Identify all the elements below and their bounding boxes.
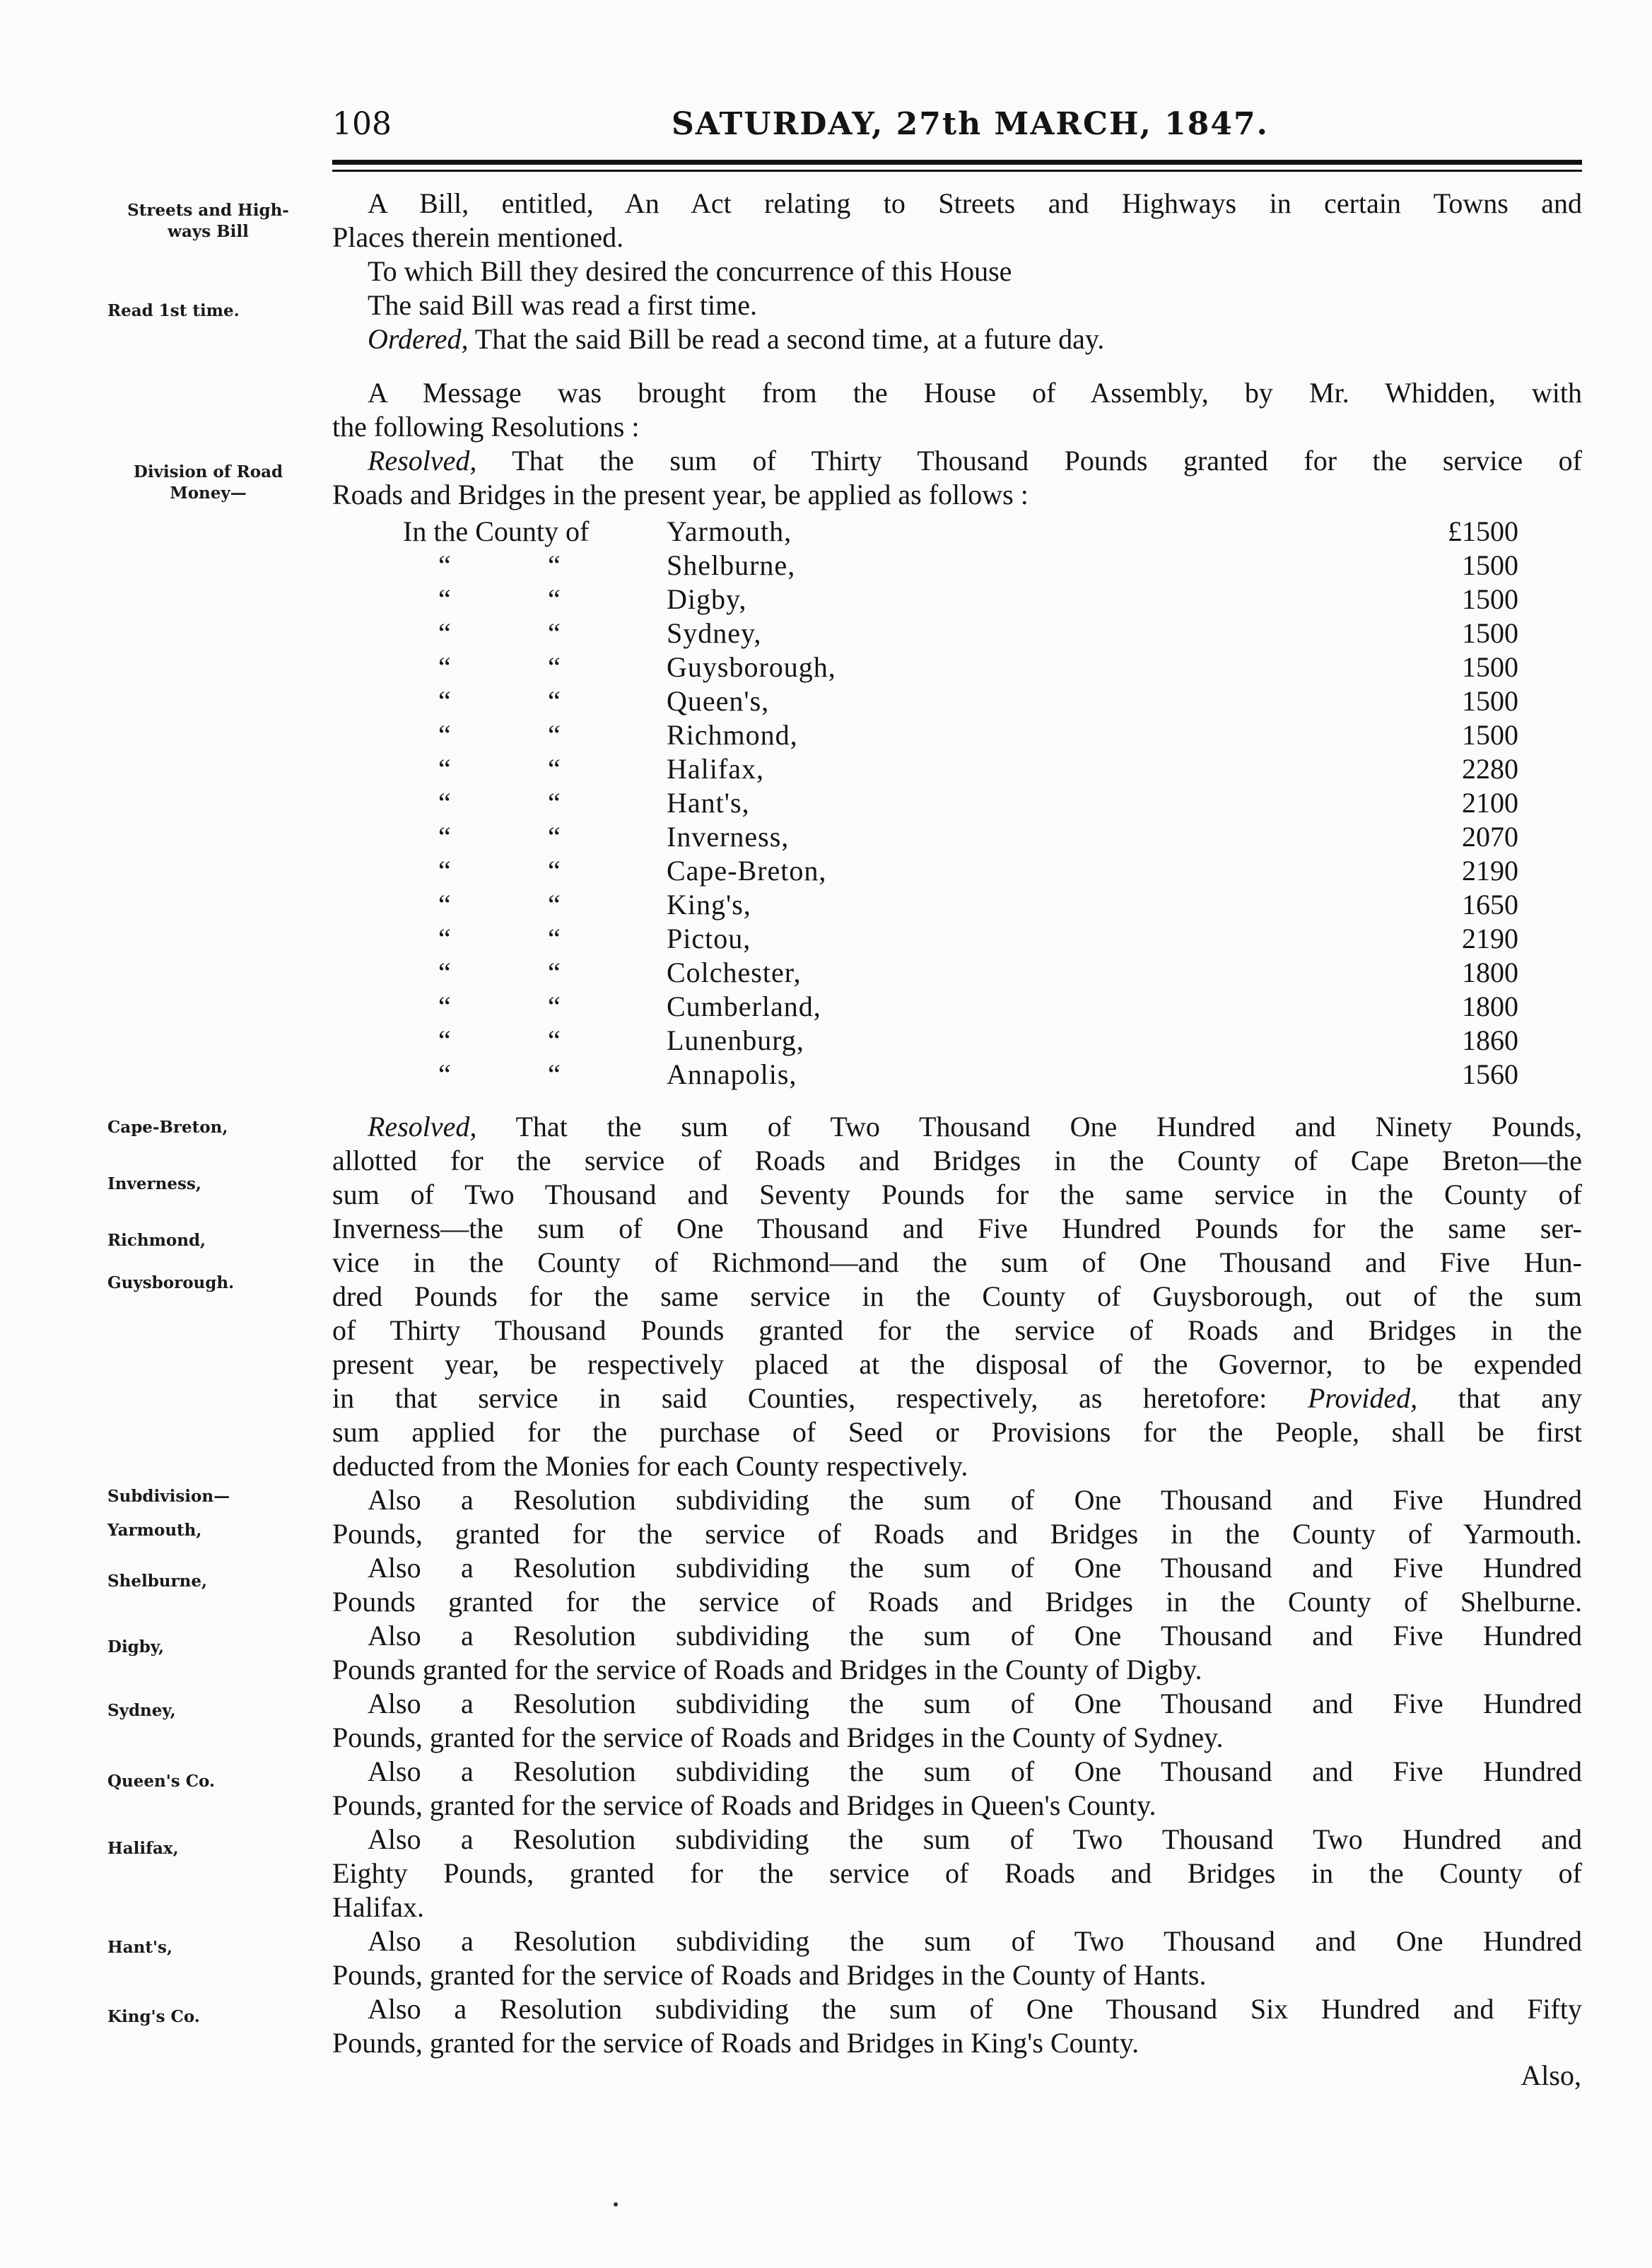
body-line: Pounds, granted for the service of Roads and Bridges in King's County. xyxy=(332,2027,1140,2059)
body-line: Also a Resolution subdividing the sum of One Thousand Six Hundred and Fifty xyxy=(368,1993,1582,2025)
allocation-row: “ “ Queen's, 1500 xyxy=(438,685,1518,717)
margin-note: Guysborough. xyxy=(107,1273,235,1292)
body-line: Also a Resolution subdividing the sum of One Thousand and Five Hundred xyxy=(368,1552,1582,1584)
ordered-label: Ordered, xyxy=(368,323,469,355)
body-line: The said Bill was read a first time. xyxy=(368,289,757,321)
body-line: Pounds, granted for the service of Roads and Bridges in the County of Yarmouth. xyxy=(332,1518,1582,1550)
allocation-row: “ “ Halifax, 2280 xyxy=(438,753,1518,785)
header-rule-thin xyxy=(332,170,1582,172)
body-line: Ordered, That the said Bill be read a second time, at a future day. xyxy=(368,323,1105,355)
body-line: of Thirty Thousand Pounds granted for the service of Roads and Bridges in the xyxy=(332,1314,1582,1346)
body-line: Pounds, granted for the service of Roads and Bridges in Queen's County. xyxy=(332,1789,1156,1821)
allocation-row: “ “ Colchester, 1800 xyxy=(438,957,1518,988)
body-line: Resolved, That the sum of Two Thousand One Hundred and Ninety Pounds, xyxy=(368,1111,1582,1142)
margin-note: Read 1st time. xyxy=(107,301,240,320)
margin-note: Inverness, xyxy=(107,1174,201,1193)
allocation-row: “ “ Pictou, 2190 xyxy=(438,923,1518,954)
margin-note: Division of Road Money— xyxy=(133,462,283,503)
allocation-row: “ “ Shelburne, 1500 xyxy=(438,549,1518,581)
body-line: Also a Resolution subdividing the sum of One Thousand and Five Hundred xyxy=(368,1755,1582,1787)
margin-note: Shelburne, xyxy=(107,1572,207,1591)
body-line: Pounds, granted for the service of Roads and Bridges in the County of Hants. xyxy=(332,1959,1207,1991)
body-line: Also a Resolution subdividing the sum of One Thousand and Five Hundred xyxy=(368,1688,1582,1719)
margin-note: King's Co. xyxy=(107,2007,200,2026)
allocation-row: “ “ Hant's, 2100 xyxy=(438,787,1518,819)
allocation-row: “ “ Guysborough, 1500 xyxy=(438,651,1518,683)
body-line: Pounds granted for the service of Roads and Bridges in the County of Shelburne. xyxy=(332,1586,1582,1618)
body-line: Resolved, That the sum of Thirty Thousand Pounds granted for the service of xyxy=(368,445,1582,477)
body-line: dred Pounds for the same service in the County of Guysborough, out of the sum xyxy=(332,1280,1582,1312)
margin-note: Queen's Co. xyxy=(107,1772,215,1791)
margin-note: Digby, xyxy=(107,1637,165,1656)
resolved-label: Resolved, xyxy=(368,445,477,477)
ink-speck xyxy=(614,2202,618,2206)
allocation-row: “ “ Cumberland, 1800 xyxy=(438,990,1518,1022)
catchword: Also, xyxy=(1521,2059,1581,2091)
body-line: To which Bill they desired the concurrence of this House xyxy=(368,255,1012,287)
header-date: SATURDAY, 27th MARCH, 1847. xyxy=(672,106,1269,142)
body-line: Places therein mentioned. xyxy=(332,221,624,253)
allocation-row: “ “ Lunenburg, 1860 xyxy=(438,1024,1518,1056)
allocation-row: “ “ Inverness, 2070 xyxy=(438,821,1518,853)
allocation-row: “ “ Sydney, 1500 xyxy=(438,617,1518,649)
body-line: sum applied for the purchase of Seed or Provisions for the People, shall be first xyxy=(332,1416,1582,1448)
allocation-row: “ “ Cape-Breton, 2190 xyxy=(438,855,1518,887)
margin-note: Cape-Breton, xyxy=(107,1118,228,1137)
body-line: Also a Resolution subdividing the sum of One Thousand and Five Hundred xyxy=(368,1620,1582,1652)
body-line: present year, be respectively placed at the disposal of the Governor, to be expended xyxy=(332,1348,1582,1380)
resolved-label: Resolved, xyxy=(368,1111,477,1142)
body-line: allotted for the service of Roads and Bridges in the County of Cape Breton—the xyxy=(332,1145,1582,1176)
body-line: Eighty Pounds, granted for the service of Roads and Bridges in the County of xyxy=(332,1857,1582,1889)
body-line: Pounds, granted for the service of Roads and Bridges in the County of Sydney. xyxy=(332,1722,1224,1753)
page-number: 108 xyxy=(332,106,392,142)
allocation-row: In the County of Yarmouth, £1500 xyxy=(403,515,1518,547)
provided-label: Provided, xyxy=(1307,1382,1418,1414)
allocation-row: “ “ Annapolis, 1560 xyxy=(438,1058,1518,1090)
body-line: Pounds granted for the service of Roads and Bridges in the County of Digby. xyxy=(332,1654,1202,1685)
body-line: A Message was brought from the House of Assembly, by Mr. Whidden, with xyxy=(368,377,1582,409)
margin-note: Yarmouth, xyxy=(107,1521,202,1540)
body-line: Halifax. xyxy=(332,1891,424,1923)
body-line: Also a Resolution subdividing the sum of One Thousand and Five Hundred xyxy=(368,1484,1582,1516)
margin-note: Halifax, xyxy=(107,1839,179,1858)
margin-note: Hant's, xyxy=(107,1938,172,1957)
body-line: Inverness—the sum of One Thousand and Five Hundred Pounds for the same ser- xyxy=(332,1212,1582,1244)
body-line: in that service in said Counties, respectively, as heretofore: Provided, that any xyxy=(332,1382,1583,1414)
body-line: vice in the County of Richmond—and the sum of One Thousand and Five Hun- xyxy=(332,1246,1582,1278)
margin-note: Sydney, xyxy=(107,1701,176,1720)
body-line: A Bill, entitled, An Act relating to Streets and Highways in certain Towns and xyxy=(368,187,1582,219)
allocation-row: “ “ King's, 1650 xyxy=(438,889,1518,920)
allocation-row: “ “ Digby, 1500 xyxy=(438,583,1518,615)
body-line: Also a Resolution subdividing the sum of Two Thousand and One Hundred xyxy=(368,1925,1582,1957)
body-line: the following Resolutions : xyxy=(332,411,640,443)
margin-note: Subdivision— xyxy=(107,1487,230,1506)
body-line: sum of Two Thousand and Seventy Pounds for the same service in the County of xyxy=(332,1179,1582,1210)
allocation-row: “ “ Richmond, 1500 xyxy=(438,719,1518,751)
body-line: deducted from the Monies for each County respectively. xyxy=(332,1450,968,1482)
running-header xyxy=(332,106,1569,148)
body-line: Also a Resolution subdividing the sum of Two Thousand Two Hundred and xyxy=(368,1823,1582,1855)
header-rule-thick xyxy=(332,160,1582,165)
body-line: Roads and Bridges in the present year, be applied as follows : xyxy=(332,479,1029,510)
margin-note: Streets and High- ways Bill xyxy=(127,201,289,241)
margin-note: Richmond, xyxy=(107,1231,206,1250)
